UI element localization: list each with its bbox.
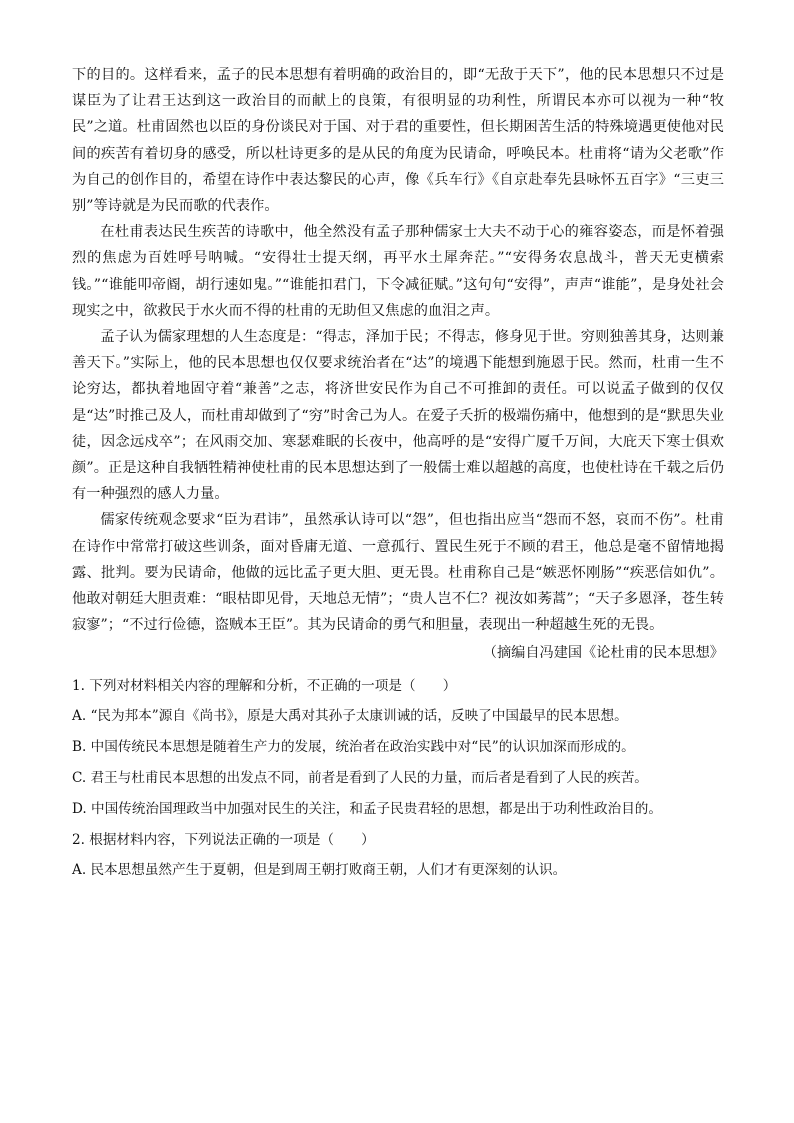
question-1-option-d: D. 中国传统治国理政当中加强对民生的关注，和孟子民贵君轻的思想，都是出于功利性政治目的。 (72, 800, 662, 817)
question-1 (72, 675, 724, 820)
question-1-option-a: A. “民为邦本”源自《尚书》，原是大禹对其孙子太康训诫的话，反映了中国最早的民本思想。 (72, 707, 628, 724)
passage-paragraph-2: 在杜甫表达民生疾苦的诗歌中，他全然没有孟子那种儒家士大夫不动于心的雍容姿态，而是怀着强烈的焦虑为百姓呼号呐喊。“安得壮士提天纲，再平水土犀奔茫。”“安得务农息战斗，普天无吏横索钱。”“谁能叩帝阍，胡行速如鬼。”“谁能扣君门，下令减征赋。”这句句“安得”，声声“谁能”，是身处社会现实之中，欲救民于水火而不得的杜甫的无助但又焦虑的血泪之声。 (72, 224, 724, 319)
passage-source: （摘编自冯建国《论杜甫的民本思想》 (482, 645, 724, 662)
document-page (72, 62, 724, 890)
passage-paragraph-1: 下的目的。这样看来，孟子的民本思想有着明确的政治目的，即“无敌于天下”，他的民本思想只不过是谋臣为了让君王达到这一政治目的而献上的良策，有很明显的功利性，所谓民本亦可以视为一种“牧民”之道。杜甫固然也以臣的身份谈民对于国、对于君的重要性，但长期困苦生活的特殊境遇更使他对民间的疾苦有着切身的感受，所以杜诗更多的是从民的角度为民请命，呼唤民本。杜甫将“请为父老歌”作为自己的创作目的，希望在诗作中表达黎民的心声，像《兵车行》《自京赴奉先县咏怀五百字》“三吏三别”等诗就是为民而歌的代表作。 (72, 67, 724, 215)
question-2-option-a: A. 民本思想虽然产生于夏朝，但是到周王朝打败商王朝，人们才有更深刻的认识。 (72, 861, 567, 878)
question-2-stem: 2. 根据材料内容，下列说法正确的一项是（ ） (72, 831, 375, 848)
question-2 (72, 829, 724, 881)
question-1-option-b: B. 中国传统民本思想是随着生产力的发展，统治者在政治实践中对“民”的认识加深而形成的。 (72, 738, 635, 755)
passage-paragraph-4: 儒家传统观念要求“臣为君讳”，虽然承认诗可以“怨”，但也指出应当“怨而不怒，哀而不伤”。杜甫在诗作中常常打破这些训条，面对昏庸无道、一意孤行、置民生死于不顾的君王，他总是毫不留情地揭露、批判。要为民请命，他做的远比孟子更大胆、更无畏。杜甫称自己是“嫉恶怀刚肠”“疾恶信如仇”。他敢对朝廷大胆责难：“眼枯即见骨，天地总无情”；“贵人岂不仁？视汝如莠蒿”；“天子多恩泽，苍生转寂寥”；“不过行俭德，盗贼本王臣”。其为民请命的勇气和胆量，表现出一种超越生死的无畏。 (72, 512, 724, 634)
question-1-option-c: C. 君王与杜甫民本思想的出发点不同，前者是看到了人民的力量，而后者是看到了人民的疾苦。 (72, 769, 648, 786)
question-1-stem: 1. 下列对材料相关内容的理解和分析，不正确的一项是（ ） (72, 677, 457, 694)
passage-paragraph-3: 孟子认为儒家理想的人生态度是：“得志，泽加于民；不得志，修身见于世。穷则独善其身，达则兼善天下。”实际上，他的民本思想也仅仅要求统治者在“达”的境遇下能想到施恩于民。然而，杜甫一生不论穷达，都执着地固守着“兼善”之志，将济世安民作为自己不可推卸的责任。可以说孟子做到的仅仅是“达”时推己及人，而杜甫却做到了“穷”时舍己为人。在爱子夭折的极端伤痛中，他想到的是“默思失业徒，因念远戍卒”；在风雨交加、寒瑟难眠的长夜中，他高呼的是“安得广厦千万间，大庇天下寒士俱欢颜”。正是这种自我牺牲精神使杜甫的民本思想达到了一般儒士难以超越的高度，也使杜诗在千载之后仍有一种强烈的感人力量。 (72, 329, 724, 503)
